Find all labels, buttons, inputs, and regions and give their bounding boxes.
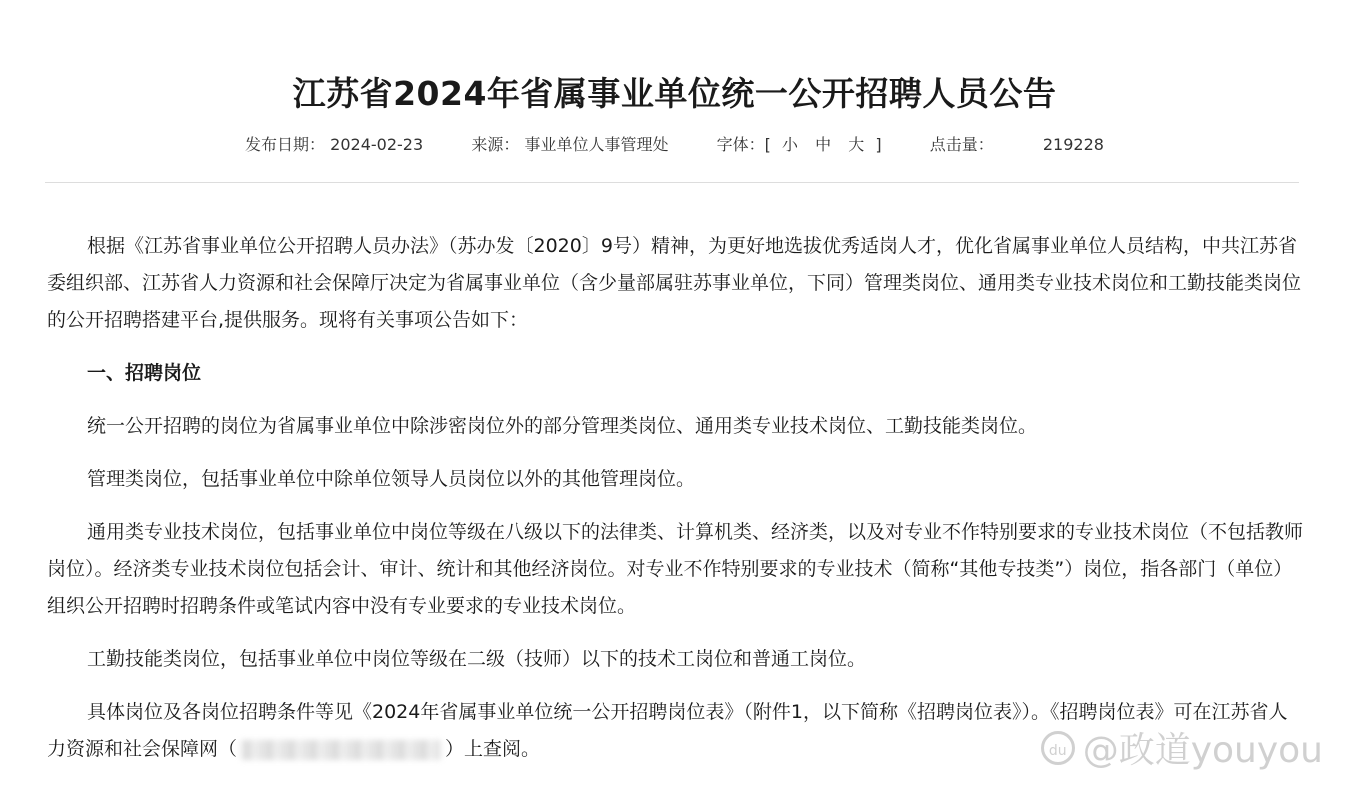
paragraph-intro: 根据《江苏省事业单位公开招聘人员办法》（苏办发〔2020〕9号）精神，为更好地选拔优秀适岗人才，优化省属事业单位人员结构，中共江苏省委组织部、江苏省人力资源和社会保障厅决定为省属事业单位（含少量部属驻苏事业单位，下同）管理类岗位、通用类专业技术岗位和工勤技能类岗位的公开招聘搭建平台,提供服务。现将有关事项公告如下： xyxy=(47,235,1302,331)
paragraph-technical-positions: 通用类专业技术岗位，包括事业单位中岗位等级在八级以下的法律类、计算机类、经济类，以及对专业不作特别要求的专业技术岗位（不包括教师岗位）。经济类专业技术岗位包括会计、审计、统计和其他经济岗位。对专业不作特别要求的专业技术（简称“其他专技类”）岗位，指各部门（单位）组织公开招聘时招聘条件或笔试内容中没有专业要求的专业技术岗位。 xyxy=(47,521,1304,617)
font-size-small-link[interactable]: 小 xyxy=(781,135,798,154)
article-body xyxy=(47,228,1303,784)
page-title: 江苏省2024年省属事业单位统一公开招聘人员公告 xyxy=(292,74,1057,114)
views-count: 219228 xyxy=(1042,135,1104,154)
source-label: 来源： xyxy=(471,135,520,154)
publish-date-value: 2024-02-23 xyxy=(330,135,424,154)
font-size-label: 字体：[ xyxy=(716,135,771,154)
position-table-text: 具体岗位及各岗位招聘条件等见《2024年省属事业单位统一公开招聘岗位表》（附件1，以下简称《招聘岗位表》）。《招聘岗位表》可在江苏省人力资源和社会保障网（ xyxy=(47,701,1288,760)
font-size-medium-link[interactable]: 中 xyxy=(815,135,832,154)
source-value: 事业单位人事管理处 xyxy=(524,135,669,154)
watermark-text: @政道youyou xyxy=(1082,730,1323,771)
views-label: 点击量： xyxy=(929,135,994,154)
publish-date-label: 发布日期： xyxy=(245,135,326,154)
article-meta xyxy=(0,132,1349,155)
section-heading-positions: 一、招聘岗位 xyxy=(87,362,202,384)
font-size-large-link[interactable]: 大 xyxy=(848,135,865,154)
paragraph-positions-scope: 统一公开招聘的岗位为省属事业单位中除涉密岗位外的部分管理类岗位、通用类专业技术岗位、工勤技能类岗位。 xyxy=(87,415,1038,437)
header-divider xyxy=(45,182,1299,183)
font-size-close-bracket: ] xyxy=(875,135,882,154)
weibo-logo-icon: du xyxy=(1041,731,1075,765)
position-table-text-end: ）上查阅。 xyxy=(445,738,541,760)
weibo-watermark xyxy=(1041,722,1323,773)
paragraph-skill-positions: 工勤技能类岗位，包括事业单位中岗位等级在二级（技师）以下的技术工岗位和普通工岗位。 xyxy=(87,648,867,670)
blurred-website-link[interactable] xyxy=(241,740,441,760)
paragraph-management-positions: 管理类岗位，包括事业单位中除单位领导人员岗位以外的其他管理岗位。 xyxy=(87,468,696,490)
